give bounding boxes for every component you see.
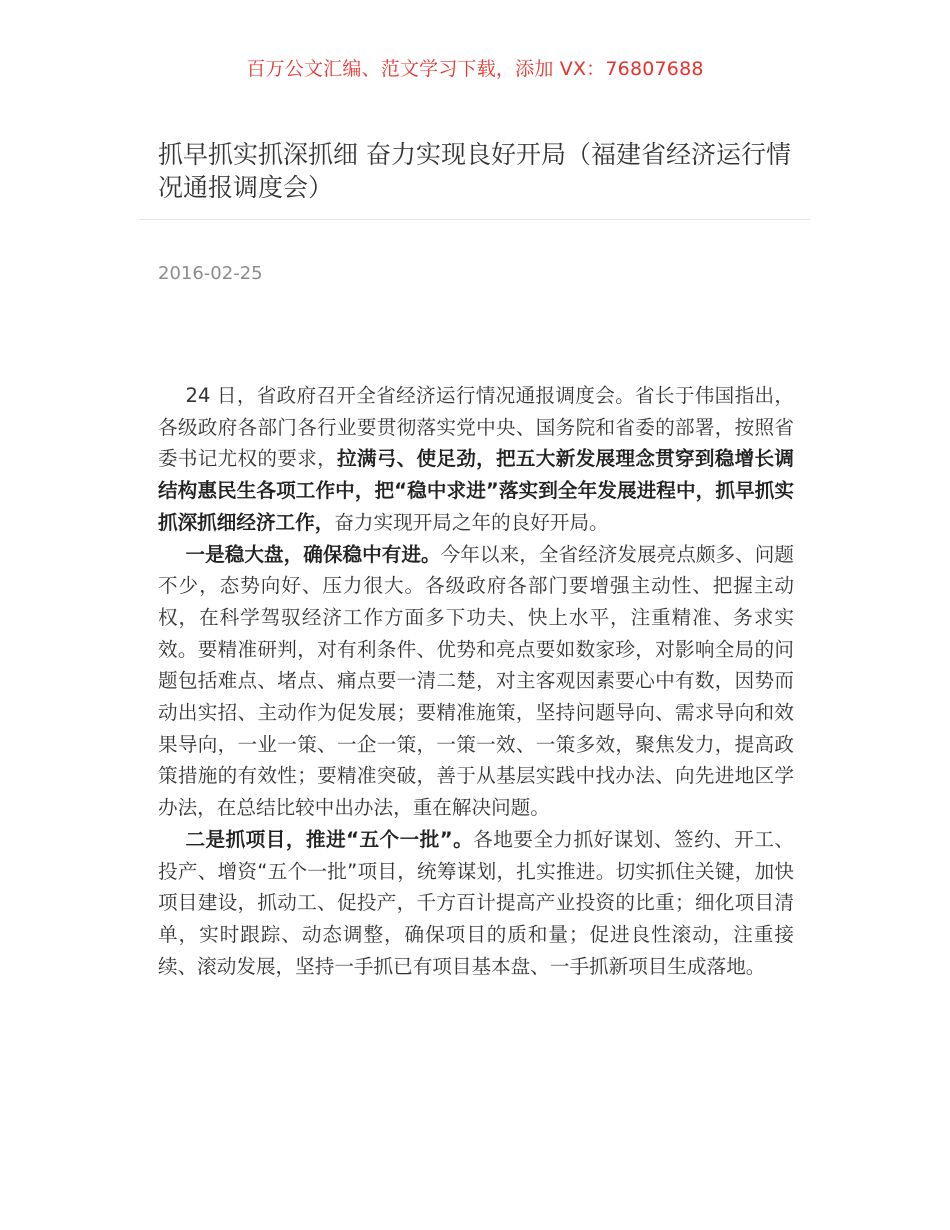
paragraph-point-1 (158, 539, 794, 824)
paragraph-bold-text: 拉满弓、使足劲，把五大新发展理念贯穿到稳增长调结构惠民生各项工作中，把“稳中求进”落实到全年发展进程中，抓早抓实抓深抓细经济工作， (158, 447, 795, 534)
paragraph-text: 各地要全力抓好谋划、签约、开工、投产、增资“五个一批”项目，统筹谋划，扎实推进。切实抓住关键，加快项目建设，抓动工、促投产，千方百计提高产业投资的比重；细化项目清单，实时跟踪、动态调整，确保项目的质和量；促进良性滚动，注重接续、滚动发展，坚持一手抓已有项目基本盘、一手抓新项目生成落地。 (158, 827, 794, 978)
article-title: 抓早抓实抓深抓细 奋力实现良好开局（福建省经济运行情况通报调度会） (158, 140, 791, 202)
article-body (158, 380, 794, 982)
point-heading: 一是稳大盘，确保稳中有进。 (185, 542, 441, 566)
paragraph-text: 奋力实现开局之年的良好开局。 (334, 510, 609, 534)
paragraph-text: 24 日，省政府召开全省经济运行情况通报调度会。省长于伟国指出，各级政府各部门各行业要贯彻落实党中央、国务院和省委的部署，按照省委书记尤权的要求， (158, 384, 794, 471)
paragraph-intro (158, 380, 794, 539)
paragraph-point-2 (158, 824, 794, 983)
publish-date: 2016-02-25 (158, 263, 263, 284)
title-divider (140, 219, 810, 220)
promo-banner: 百万公文汇编、范文学习下载，添加 VX：76807688 (246, 58, 704, 80)
point-heading: 二是抓项目，推进“五个一批”。 (185, 827, 474, 851)
paragraph-text: 今年以来，全省经济发展亮点颇多、问题不少，态势向好、压力很大。各级政府各部门要增强主动性、把握主动权，在科学驾驭经济工作方面多下功夫、快上水平，注重精准、务求实效。要精准研判，对有利条件、优势和亮点要如数家珍，对影响全局的问题包括难点、堵点、痛点要一清二楚，对主客观因素要心中有数，因势而动出实招、主动作为促发展；要精准施策，坚持问题导向、需求导向和效果导向，一业一策、一企一策，一策一效、一策多效，聚焦发力，提高政策措施的有效性；要精准突破，善于从基层实践中找办法、向先进地区学办法，在总结比较中出办法，重在解决问题。 (158, 542, 795, 820)
